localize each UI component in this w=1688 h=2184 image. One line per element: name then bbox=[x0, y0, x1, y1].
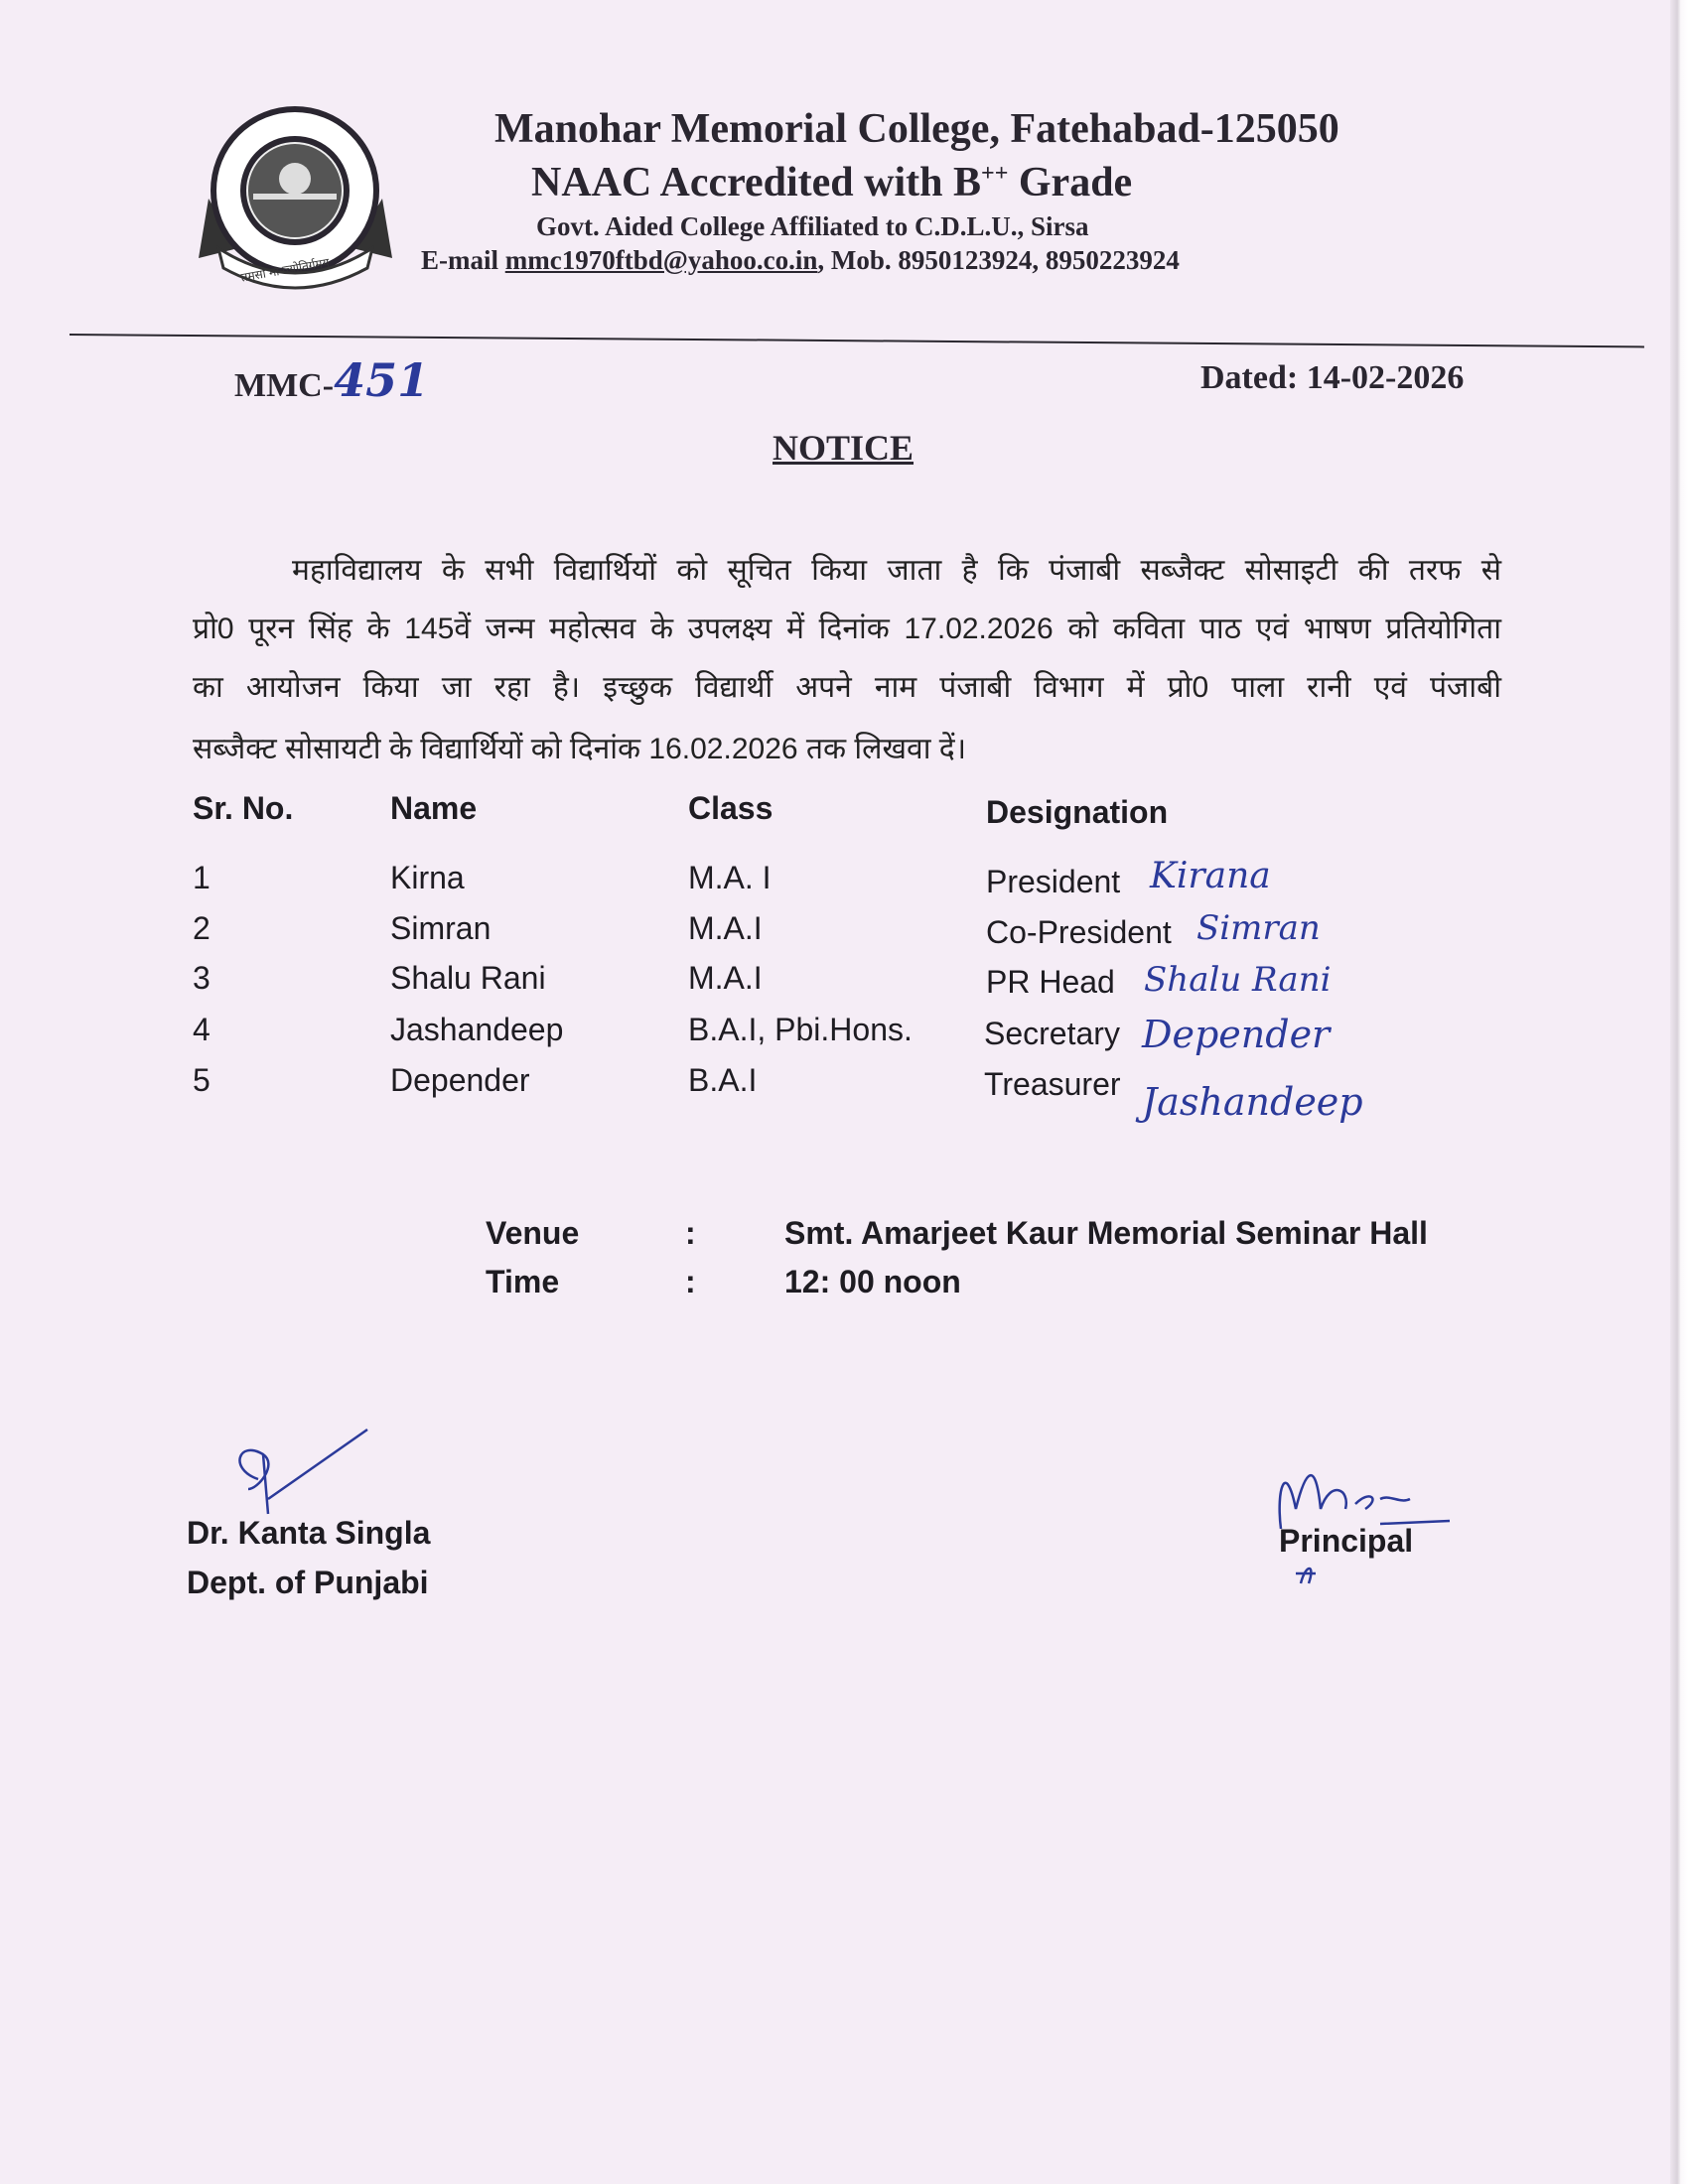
college-logo bbox=[199, 99, 392, 293]
signatory-department: Dept. of Punjabi bbox=[187, 1565, 429, 1600]
accreditation-prefix: NAAC Accredited with B bbox=[531, 160, 982, 205]
principal-signature-mark bbox=[1261, 1449, 1460, 1588]
accreditation bbox=[531, 159, 1132, 206]
mobile-numbers: , Mob. 8950123924, 8950223924 bbox=[817, 245, 1180, 275]
member-class: M.A.I bbox=[688, 910, 763, 946]
notice-paragraph-line: सब्जैक्ट सोसायटी के विद्यार्थियों को दिनांक 16.02.2026 तक लिखवा दें। bbox=[193, 733, 967, 765]
member-designation: Treasurer bbox=[984, 1066, 1121, 1102]
header-designation: Designation bbox=[986, 794, 1169, 830]
venue-separator: : bbox=[685, 1215, 696, 1251]
notice-title: NOTICE bbox=[773, 428, 914, 468]
signatory-name: Dr. Kanta Singla bbox=[187, 1515, 431, 1551]
notice-date: Dated: 14-02-2026 bbox=[1200, 359, 1465, 396]
member-name: Depender bbox=[390, 1062, 530, 1098]
member-signature: Depender bbox=[1142, 1013, 1331, 1056]
member-designation: PR Head bbox=[986, 964, 1115, 1000]
notice-paragraph-line: का आयोजन किया जा रहा है। इच्छुक विद्यार्थी अपने नाम पंजाबी विभाग में प्रो0 पाला रानी एवं पंजाबी bbox=[193, 671, 1501, 704]
logo-motto: तमसो मा ज्योतिर्गमय bbox=[239, 255, 331, 285]
time-value: 12: 00 noon bbox=[784, 1264, 961, 1299]
member-class: B.A.I bbox=[688, 1062, 758, 1098]
sr-no: 3 bbox=[193, 960, 211, 996]
venue-value: Smt. Amarjeet Kaur Memorial Seminar Hall bbox=[784, 1215, 1428, 1251]
member-name: Jashandeep bbox=[390, 1012, 564, 1047]
principal-title: Principal bbox=[1279, 1523, 1414, 1559]
member-signature: Shalu Rani bbox=[1144, 960, 1332, 1000]
notice-paragraph-line: महाविद्यालय के सभी विद्यार्थियों को सूचित किया जाता है कि पंजाबी सब्जैक्ट सोसाइटी की तरफ से bbox=[292, 554, 1501, 587]
reference-number bbox=[234, 353, 429, 407]
accreditation-grade: ++ bbox=[981, 161, 1009, 187]
email-link[interactable]: mmc1970ftbd@yahoo.co.in bbox=[504, 245, 818, 275]
time-label: Time bbox=[486, 1264, 560, 1299]
member-class: M.A. I bbox=[688, 860, 772, 895]
member-signature: Simran bbox=[1196, 908, 1321, 948]
venue-label: Venue bbox=[486, 1215, 580, 1251]
affiliation: Govt. Aided College Affiliated to C.D.L.U., Sirsa bbox=[536, 211, 1089, 241]
header-sr-no: Sr. No. bbox=[193, 790, 294, 826]
time-separator: : bbox=[685, 1264, 696, 1299]
accreditation-suffix: Grade bbox=[1008, 160, 1133, 205]
member-name: Simran bbox=[390, 910, 492, 946]
contact-line bbox=[421, 245, 1180, 276]
college-name: Manohar Memorial College, Fatehabad-125050 bbox=[494, 106, 1339, 152]
email-label: E-mail bbox=[421, 245, 505, 275]
member-class: M.A.I bbox=[688, 960, 763, 996]
header-class: Class bbox=[688, 790, 774, 826]
sr-no: 5 bbox=[193, 1062, 211, 1098]
sr-no: 4 bbox=[193, 1012, 211, 1047]
sr-no: 1 bbox=[193, 860, 211, 895]
left-signature-mark bbox=[218, 1420, 377, 1529]
member-name: Shalu Rani bbox=[390, 960, 546, 996]
reference-prefix: MMC- bbox=[234, 367, 335, 404]
member-class: B.A.I, Pbi.Hons. bbox=[688, 1012, 913, 1047]
header-name: Name bbox=[390, 790, 478, 826]
reference-handwritten: 451 bbox=[334, 353, 430, 407]
member-name: Kirna bbox=[390, 860, 465, 895]
member-signature: Jashandeep bbox=[1142, 1080, 1363, 1124]
page-edge-shadow bbox=[1670, 0, 1688, 2184]
header-divider bbox=[70, 334, 1644, 347]
member-signature: Kirana bbox=[1150, 856, 1271, 896]
member-designation: Co-President bbox=[986, 914, 1172, 950]
notice-paragraph-line: प्रो0 पूरन सिंह के 145वें जन्म महोत्सव के उपलक्ष्य में दिनांक 17.02.2026 को कविता पाठ एवं भाषण प्रतियोगिता bbox=[193, 613, 1501, 645]
member-designation: President bbox=[986, 864, 1121, 899]
member-designation: Secretary bbox=[984, 1016, 1120, 1051]
sr-no: 2 bbox=[193, 910, 211, 946]
